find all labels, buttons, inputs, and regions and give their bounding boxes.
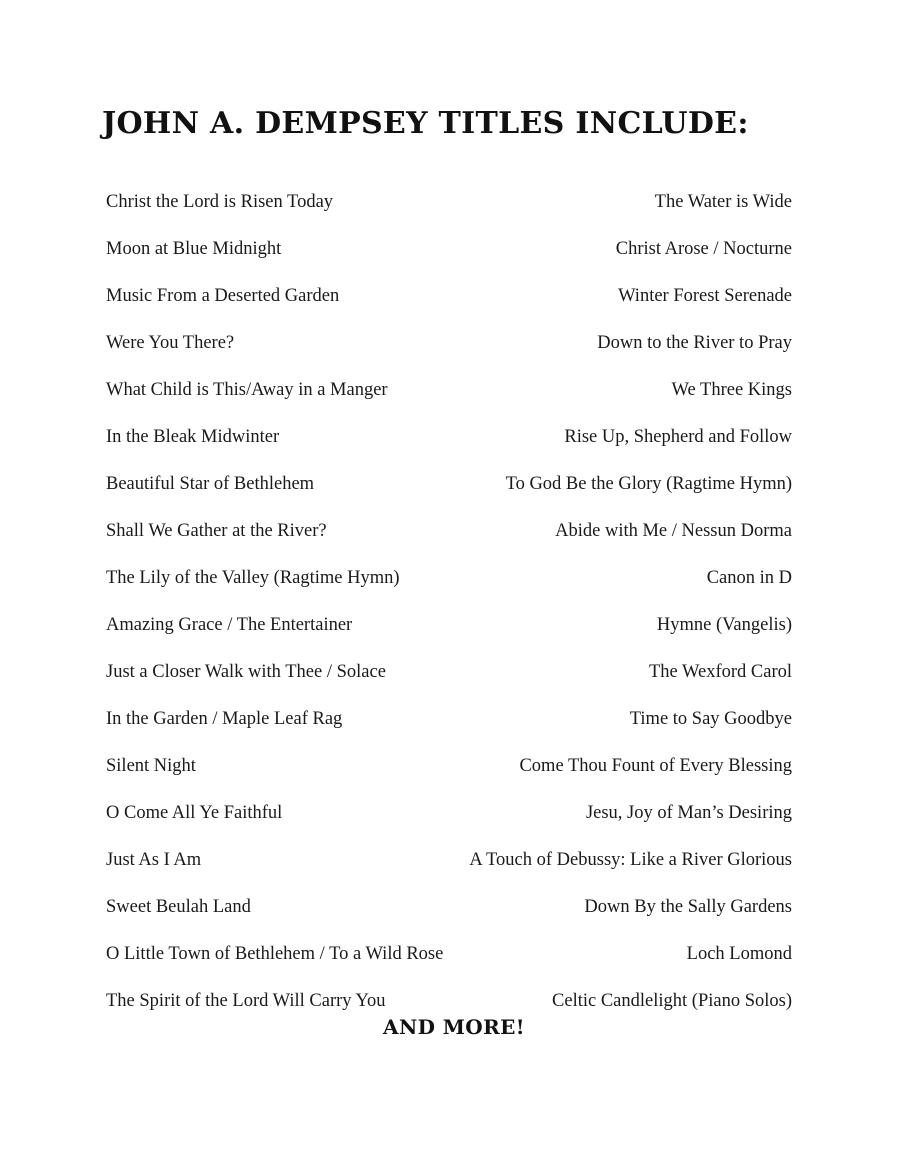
title-right: The Water is Wide — [654, 192, 792, 212]
title-row — [106, 190, 792, 237]
title-row — [106, 660, 792, 707]
title-left: Christ the Lord is Risen Today — [106, 192, 334, 212]
title-right: Time to Say Goodbye — [629, 709, 792, 729]
title-left: Were You There? — [106, 333, 235, 353]
title-right: Abide with Me / Nessun Dorma — [555, 521, 792, 541]
title-left: What Child is This/Away in a Manger — [106, 380, 388, 400]
title-right: Come Thou Fount of Every Blessing — [519, 756, 792, 776]
title-right: Christ Arose / Nocturne — [615, 239, 792, 259]
title-row — [106, 237, 792, 284]
title-right: Down to the River to Pray — [597, 333, 792, 353]
title-row — [106, 613, 792, 660]
title-row — [106, 754, 792, 801]
title-row — [106, 895, 792, 942]
title-right: A Touch of Debussy: Like a River Glorious — [469, 850, 792, 870]
title-left: In the Garden / Maple Leaf Rag — [106, 709, 343, 729]
title-row — [106, 519, 792, 566]
titles-list — [106, 190, 792, 1036]
title-row — [106, 472, 792, 519]
title-left: The Spirit of the Lord Will Carry You — [106, 991, 386, 1011]
title-row — [106, 284, 792, 331]
title-row — [106, 801, 792, 848]
title-row — [106, 378, 792, 425]
title-left: Music From a Deserted Garden — [106, 286, 340, 306]
and-more-text: AND MORE! — [383, 1015, 525, 1039]
title-left: Just As I Am — [106, 850, 202, 870]
title-left: O Come All Ye Faithful — [106, 803, 283, 823]
title-row — [106, 848, 792, 895]
title-right: Winter Forest Serenade — [618, 286, 792, 306]
title-left: O Little Town of Bethlehem / To a Wild Rose — [106, 944, 444, 964]
title-right: Canon in D — [706, 568, 792, 588]
title-right: Loch Lomond — [686, 944, 792, 964]
title-left: Moon at Blue Midnight — [106, 239, 282, 259]
title-row — [106, 331, 792, 378]
title-right: The Wexford Carol — [648, 662, 792, 682]
title-row — [106, 425, 792, 472]
title-right: We Three Kings — [671, 380, 792, 400]
title-right: Hymne (Vangelis) — [656, 615, 792, 635]
title-row — [106, 707, 792, 754]
title-right: Jesu, Joy of Man’s Desiring — [585, 803, 792, 823]
title-left: Amazing Grace / The Entertainer — [106, 615, 353, 635]
page-title: JOHN A. DEMPSEY TITLES INCLUDE: — [102, 106, 749, 141]
title-left: Shall We Gather at the River? — [106, 521, 327, 541]
title-left: Beautiful Star of Bethlehem — [106, 474, 315, 494]
title-left: Just a Closer Walk with Thee / Solace — [106, 662, 386, 682]
title-right: Celtic Candlelight (Piano Solos) — [552, 991, 792, 1011]
title-left: Silent Night — [106, 756, 196, 776]
title-left: The Lily of the Valley (Ragtime Hymn) — [106, 568, 400, 588]
title-row — [106, 566, 792, 613]
title-right: Rise Up, Shepherd and Follow — [564, 427, 792, 447]
title-left: In the Bleak Midwinter — [106, 427, 280, 447]
title-left: Sweet Beulah Land — [106, 897, 251, 917]
title-right: To God Be the Glory (Ragtime Hymn) — [505, 474, 792, 494]
title-row — [106, 942, 792, 989]
title-right: Down By the Sally Gardens — [584, 897, 792, 917]
